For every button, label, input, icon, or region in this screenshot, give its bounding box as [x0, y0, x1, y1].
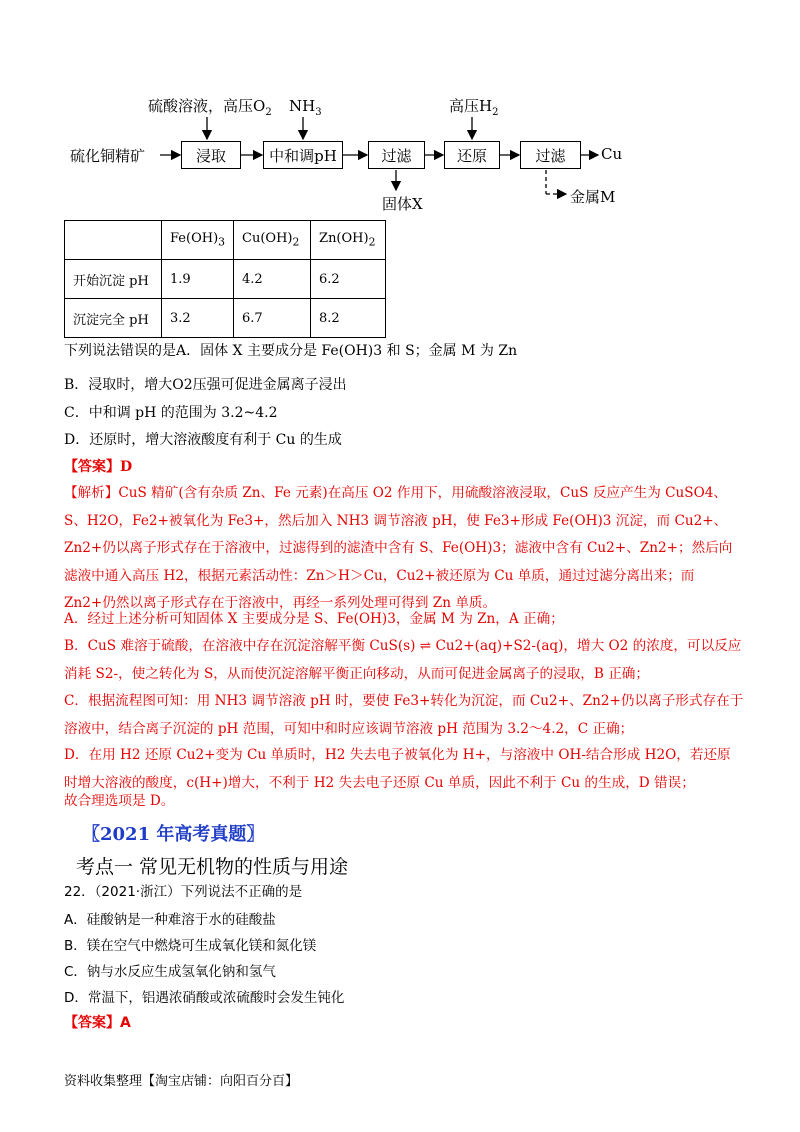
analysis-option-b: B．CuS 难溶于硫酸，在溶液中存在沉淀溶解平衡 CuS(s) ⇌ Cu2+(aq)+S2-(aq)，增大 O2 的浓度，可以反应消耗 S2-，使之转化为 S，从而使沉淀溶解平衡正向移动，从而可促进金属离子的浸取，B 正确；: [64, 638, 742, 682]
ph-table: [64, 220, 386, 338]
q22-option-a: A．硅酸钠是一种难溶于水的硅酸盐: [64, 912, 276, 928]
q22-option-c: C．钠与水反应生成氢氧化钠和氢气: [64, 964, 276, 980]
table-row: [65, 260, 386, 299]
table-cell: $Zn(OH)_2$: [311, 221, 386, 260]
step-filter-1: 过滤: [368, 141, 425, 169]
metal-m-label: 金属M: [570, 188, 616, 206]
q22-option-b: B．镁在空气中燃烧可生成氧化镁和氮化镁: [64, 938, 317, 954]
table-cell: 6.7: [234, 299, 311, 338]
table-cell: 3.2: [162, 299, 234, 338]
table-cell: $Cu(OH)_2$: [234, 221, 311, 260]
ammonia-input-label: $NH_3$: [289, 97, 322, 118]
step-filter-2: 过滤: [520, 141, 581, 169]
analysis-paragraph: 【解析】CuS 精矿(含有杂质 Zn、Fe 元素)在高压 O2 作用下，用硫酸溶液浸取，CuS 反应产生为 CuSO4、S、H2O，Fe2+被氧化为 Fe3+，然后加入 NH3 调节溶液 pH，使 Fe3+形成 Fe(OH)3 沉淀，而 Cu2+、Zn2+仍以离子形式存在于溶液中，过滤得到的滤渣中含有 S、Fe(OH)3；滤液中含有 Cu2+、Zn2+；然后向滤液中通入高压 H2，根据元素活动性：Zn＞H＞Cu，Cu2+被还原为 Cu 单质，通过过滤分离出来；而 Zn2+仍然以离子形式存在于溶液中，再经一系列处理可得到 Zn 单质。: [64, 485, 733, 611]
table-cell: [65, 221, 162, 260]
acid-input-label: 硫酸溶液，高压$O_2$: [148, 97, 272, 118]
section-title: 〖2021 年高考真题〗: [82, 824, 265, 845]
table-row: [65, 299, 386, 338]
solid-x-label: 固体X: [382, 195, 423, 213]
q22-answer: 【答案】A: [64, 1015, 131, 1031]
question-stem: 下列说法错误的是A．固体 X 主要成分是 Fe(OH)3 和 S；金属 M 为 Zn: [64, 343, 518, 359]
q22-option-d: D．常温下，铝遇浓硝酸或浓硫酸时会发生钝化: [64, 990, 345, 1006]
product-cu-label: Cu: [601, 145, 623, 163]
step-neutralize: 中和调pH: [263, 141, 343, 169]
table-cell: 8.2: [311, 299, 386, 338]
hydrogen-input-label: 高压$H_2$: [449, 97, 499, 118]
table-header-row: [65, 221, 386, 260]
table-cell: 1.9: [162, 260, 234, 299]
flowchart-arrows: [0, 0, 800, 215]
option-c: C．中和调 pH 的范围为 3.2~4.2: [64, 405, 278, 421]
step-reduce: 还原: [444, 141, 500, 169]
analysis-option-d: D．在用 H2 还原 Cu2+变为 Cu 单质时，H2 失去电子被氧化为 H+，与溶液中 OH-结合形成 H2O，若还原时增大溶液的酸度，c(H+)增大，不利于 H2 失去电子还原 Cu 单质，因此不利于 Cu 的生成，D 错误；: [64, 747, 731, 791]
q22-stem: 22．（2021·浙江）下列说法不正确的是: [64, 884, 303, 900]
table-cell: 开始沉淀 pH: [65, 260, 162, 299]
analysis-option-c: C．根据流程图可知：用 NH3 调节溶液 pH 时，要使 Fe3+转化为沉淀，而 Cu2+、Zn2+仍以离子形式存在于溶液中，结合离子沉淀的 pH 范围，可知中和时应该调节溶液 pH 范围为 3.2～4.2，C 正确；: [64, 693, 744, 737]
topic-title: 考点一 常见无机物的性质与用途: [76, 856, 349, 878]
table-cell: 沉淀完全 pH: [65, 299, 162, 338]
step-leaching: 浸取: [181, 141, 241, 169]
analysis-conclusion: 故合理选项是 D。: [64, 793, 175, 809]
table-cell: 6.2: [311, 260, 386, 299]
answer-label: 【答案】D: [64, 459, 133, 475]
option-d: D．还原时，增大溶液酸度有利于 Cu 的生成: [64, 432, 342, 448]
analysis-option-a: A．经过上述分析可知固体 X 主要成分是 S、Fe(OH)3，金属 M 为 Zn，A 正确；: [64, 611, 564, 627]
table-cell: $Fe(OH)_3$: [162, 221, 234, 260]
raw-material-label: 硫化铜精矿: [70, 147, 146, 165]
option-b: B．浸取时，增大O2压强可促进金属离子浸出: [64, 377, 347, 393]
table-cell: 4.2: [234, 260, 311, 299]
page-footer: 资料收集整理【淘宝店铺：向阳百分百】: [64, 1074, 299, 1089]
